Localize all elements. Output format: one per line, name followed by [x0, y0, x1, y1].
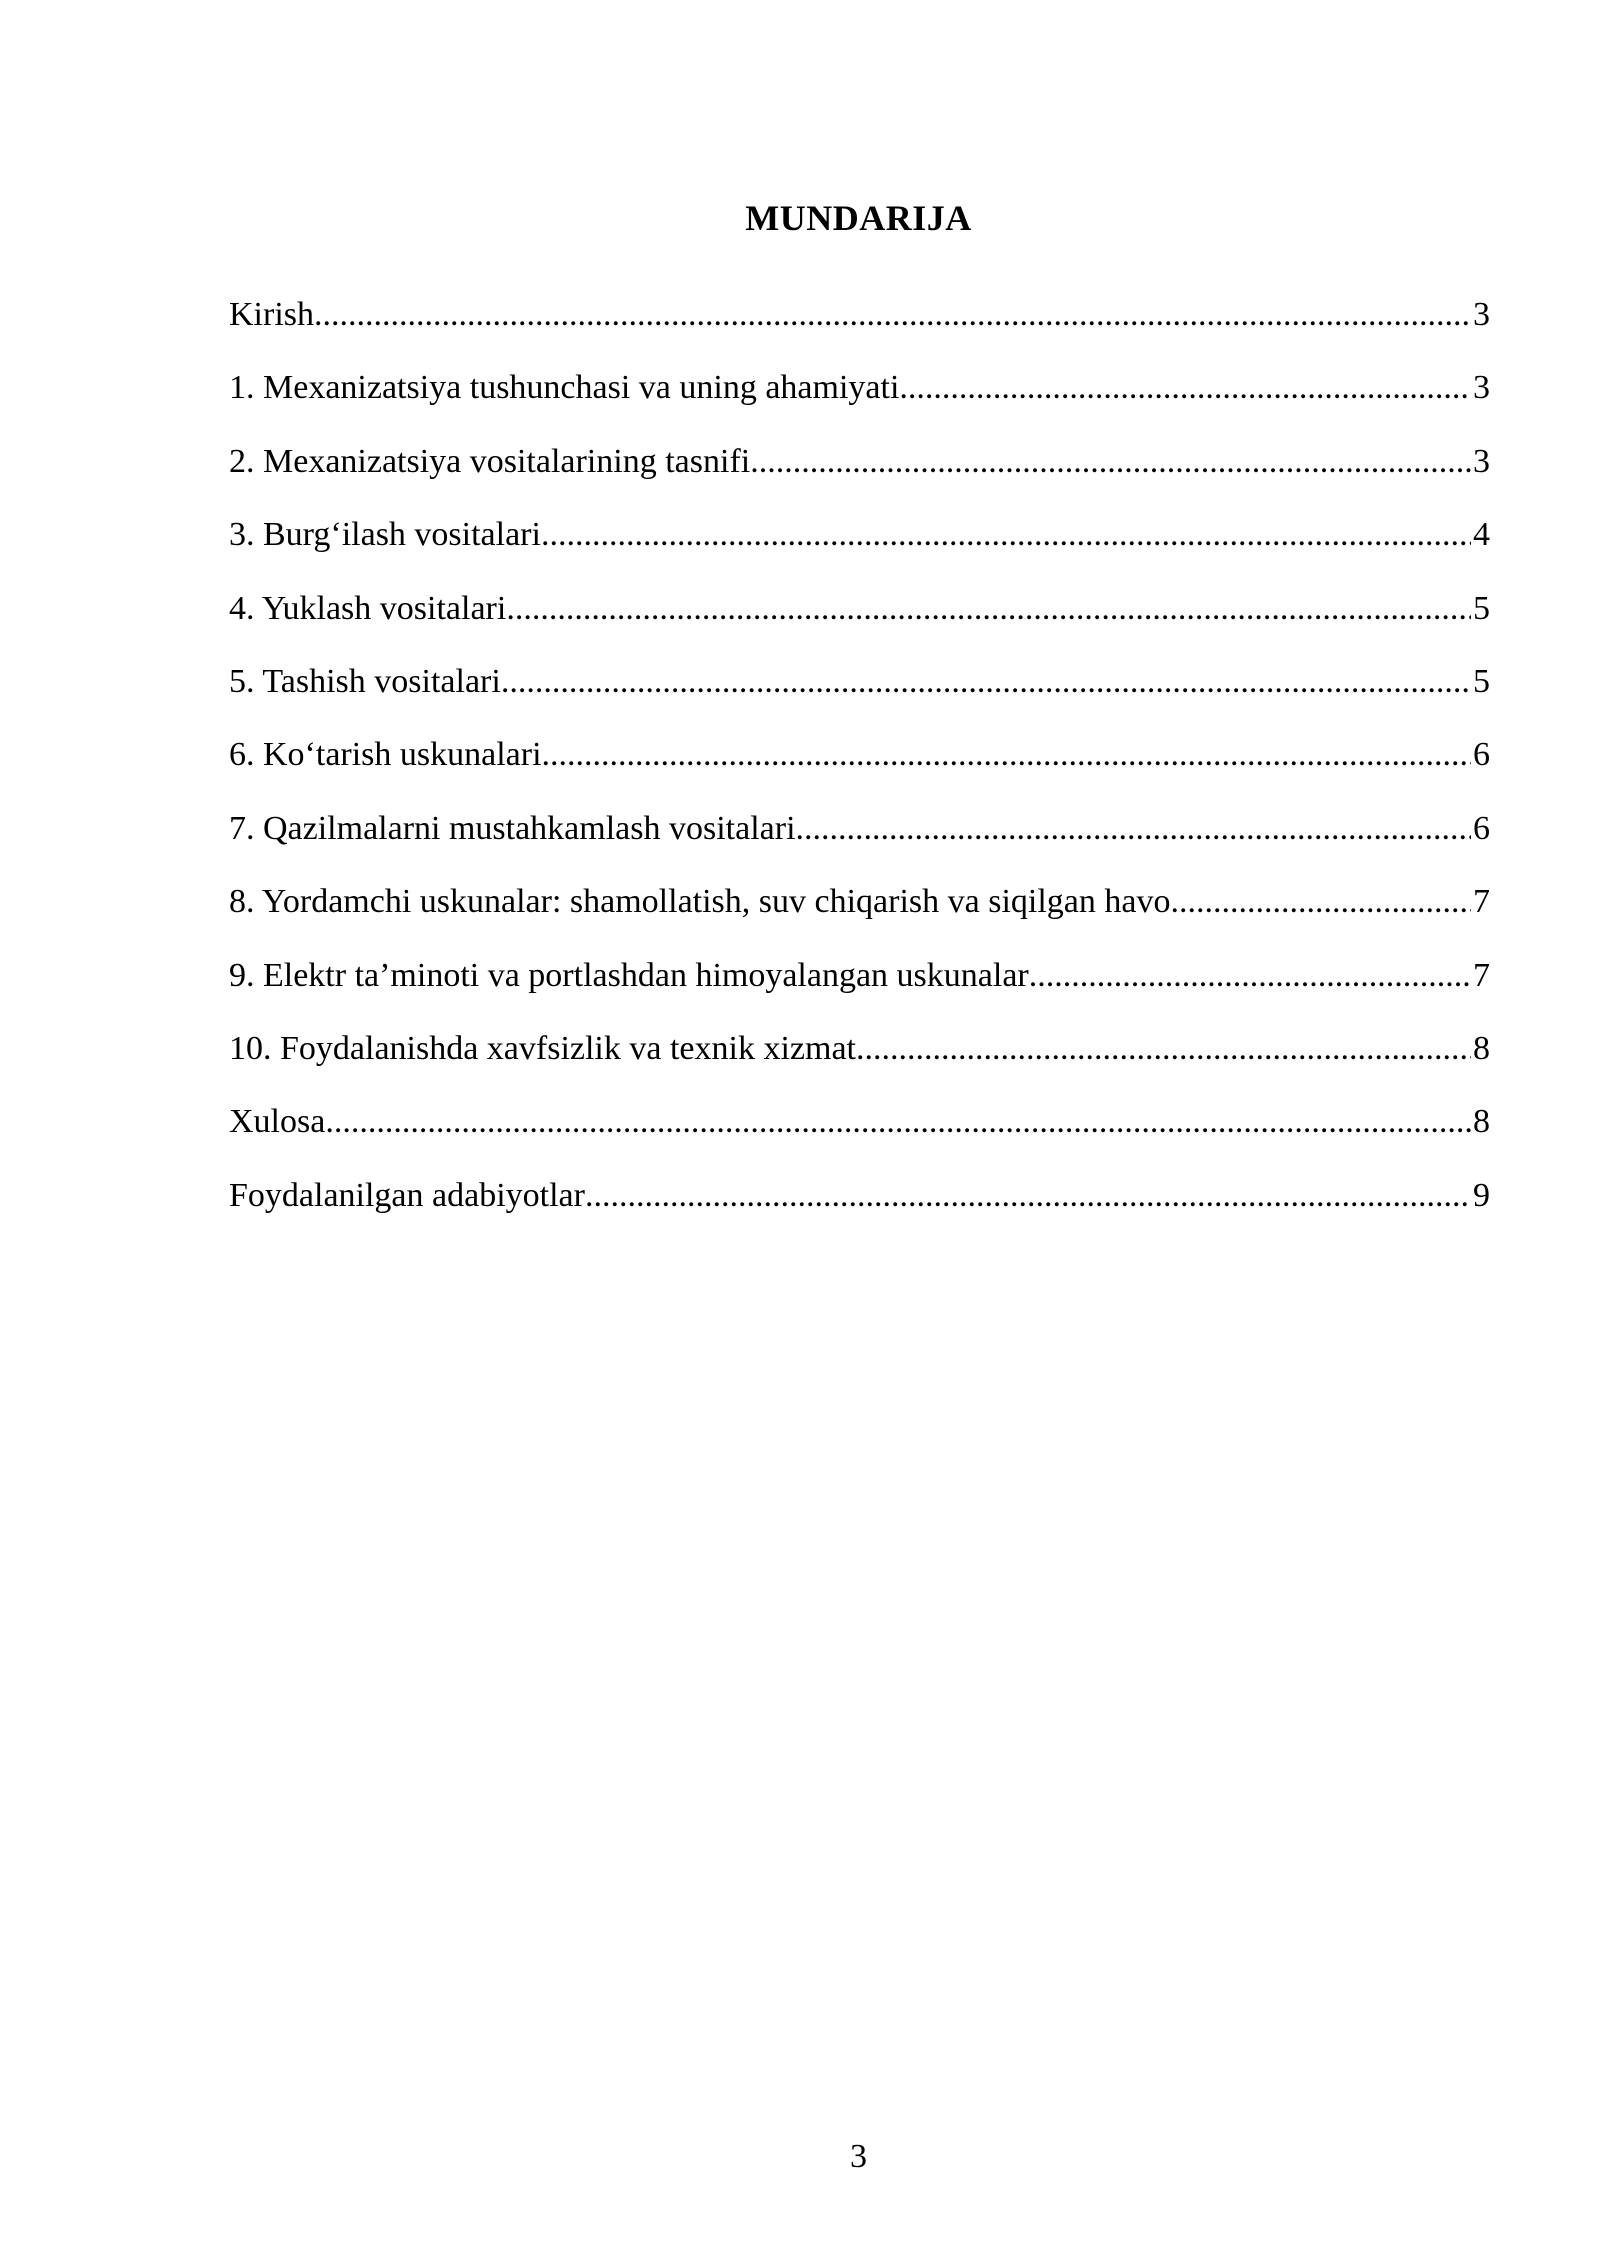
toc-dot-leader	[796, 804, 1471, 854]
toc-entry[interactable]	[229, 1171, 1490, 1244]
toc-entry[interactable]	[229, 363, 1490, 436]
toc-entry-page: 7	[1473, 956, 1490, 994]
toc-entry-page: 5	[1473, 589, 1490, 627]
toc-entry-page: 3	[1473, 296, 1490, 333]
toc-entry-page: 5	[1473, 662, 1490, 700]
toc-title: MUNDARIJA	[745, 198, 972, 238]
toc-entry-page: 7	[1473, 883, 1490, 921]
toc-entry-label: 10. Foydalanishda xavfsizlik va texnik xizmat	[229, 1029, 856, 1067]
toc-dot-leader	[899, 363, 1471, 413]
toc-entry-label: 8. Yordamchi uskunalar: shamollatish, suv chiqarish va siqilgan havo	[229, 883, 1171, 921]
toc-entry-page: 6	[1473, 809, 1490, 847]
toc-entry[interactable]	[229, 510, 1490, 583]
toc-dot-leader	[585, 1171, 1471, 1221]
toc-entry-label: 4. Yuklash vositalari	[229, 589, 507, 627]
toc-entry[interactable]	[229, 730, 1490, 803]
toc-dot-leader	[1171, 877, 1472, 927]
toc-entry[interactable]	[229, 584, 1490, 657]
toc-entry[interactable]	[229, 1097, 1490, 1170]
toc-entry-page: 8	[1473, 1029, 1490, 1067]
toc-entry-label: 7. Qazilmalarni mustahkamlash vositalari	[229, 809, 796, 847]
toc-entry-page: 4	[1473, 516, 1490, 554]
toc-dot-leader	[542, 730, 1471, 780]
toc-entry-label: 1. Mexanizatsiya tushunchasi va uning ahamiyati	[229, 369, 900, 407]
table-of-contents	[229, 290, 1490, 1244]
toc-entry[interactable]	[229, 804, 1490, 877]
toc-dot-leader	[325, 1097, 1471, 1147]
toc-entry[interactable]	[229, 951, 1490, 1024]
toc-entry-label: Kirish	[229, 296, 314, 333]
toc-dot-leader	[856, 1024, 1471, 1074]
toc-entry[interactable]	[229, 657, 1490, 730]
toc-entry[interactable]	[229, 1024, 1490, 1097]
toc-dot-leader	[750, 437, 1471, 487]
toc-entry[interactable]	[229, 290, 1490, 363]
toc-entry-page: 3	[1473, 442, 1490, 480]
toc-entry-label: 9. Elektr ta’minoti va portlashdan himoyalangan uskunalar	[229, 956, 1029, 994]
toc-entry-label: 5. Tashish vositalari	[229, 662, 501, 700]
toc-entry-label: 2. Mexanizatsiya vositalarining tasnifi	[229, 442, 751, 480]
toc-entry-page: 6	[1473, 736, 1490, 774]
toc-dot-leader	[501, 657, 1471, 707]
page-number: 3	[850, 2138, 867, 2175]
toc-entry[interactable]	[229, 877, 1490, 950]
toc-entry-label: Xulosa	[229, 1103, 326, 1141]
toc-entry[interactable]	[229, 437, 1490, 510]
toc-dot-leader	[506, 584, 1471, 634]
toc-entry-label: 3. Burg‘ilash vositalari	[229, 516, 541, 554]
toc-dot-leader	[541, 510, 1471, 560]
toc-entry-page: 3	[1473, 369, 1490, 407]
toc-entry-label: Foydalanilgan adabiyotlar	[229, 1176, 585, 1214]
toc-entry-page: 8	[1473, 1103, 1490, 1141]
toc-entry-page: 9	[1473, 1176, 1490, 1214]
toc-entry-label: 6. Ko‘tarish uskunalari	[229, 736, 542, 774]
toc-dot-leader	[1029, 951, 1471, 1001]
toc-dot-leader	[314, 290, 1471, 340]
